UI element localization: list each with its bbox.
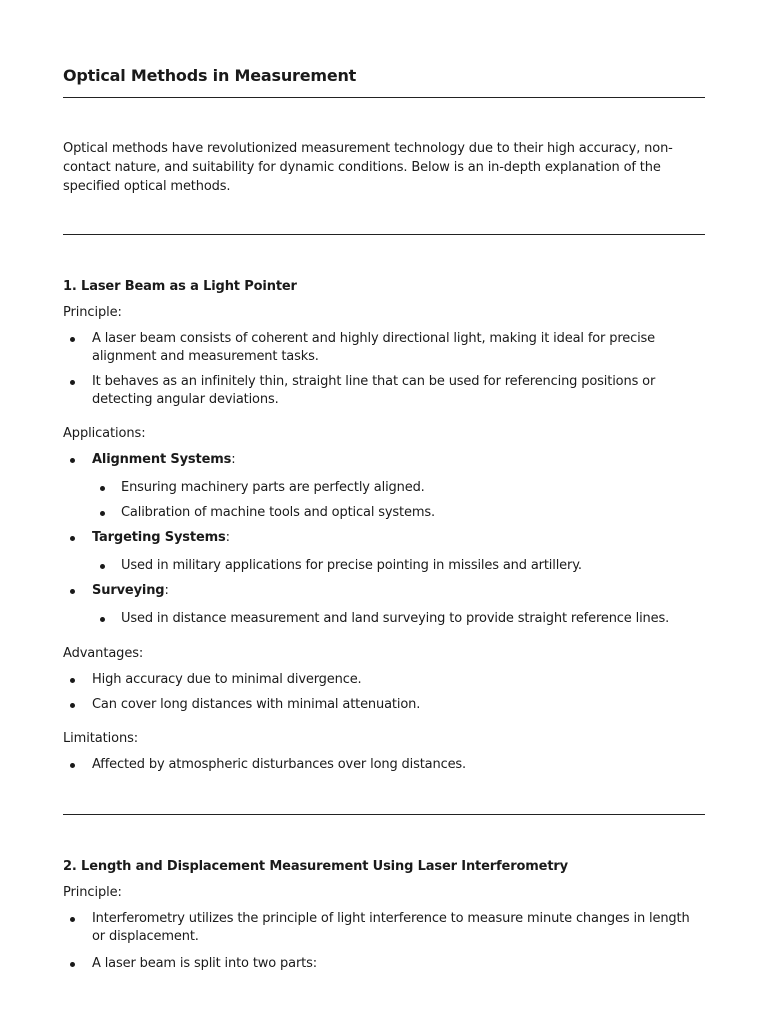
bullet-icon — [100, 511, 105, 516]
sub-list-item: Ensuring machinery parts are perfectly aligned. — [63, 479, 705, 497]
bullet-icon — [100, 617, 105, 622]
list-item: Interferometry utilizes the principle of light interference to measure minute changes in length or displacement. — [63, 910, 705, 946]
principle-label: Principle: — [63, 885, 122, 900]
divider — [63, 814, 705, 815]
advantages-label: Advantages: — [63, 646, 144, 661]
bullet-icon — [70, 763, 75, 768]
bullet-icon — [70, 458, 75, 463]
applications-label: Applications: — [63, 426, 146, 441]
list-item: Targeting Systems: — [63, 529, 705, 547]
bullet-icon — [70, 536, 75, 541]
bullet-icon — [70, 380, 75, 385]
section-heading: 2. Length and Displacement Measurement Using Laser Interferometry — [63, 859, 568, 874]
list-item: Can cover long distances with minimal attenuation. — [63, 696, 705, 714]
bullet-icon — [70, 962, 75, 967]
list-item: Surveying: — [63, 582, 705, 600]
bullet-icon — [70, 678, 75, 683]
sub-list-item: Used in distance measurement and land surveying to provide straight reference lines. — [63, 610, 705, 628]
bullet-icon — [70, 337, 75, 342]
section-heading: 1. Laser Beam as a Light Pointer — [63, 279, 297, 294]
limitations-label: Limitations: — [63, 731, 139, 746]
list-item: Affected by atmospheric disturbances over long distances. — [63, 756, 705, 774]
principle-label: Principle: — [63, 305, 122, 320]
list-item: A laser beam is split into two parts: — [63, 955, 705, 973]
divider — [63, 97, 705, 98]
sub-list-item: Used in military applications for precise pointing in missiles and artillery. — [63, 557, 705, 575]
list-item: Alignment Systems: — [63, 451, 705, 469]
list-item: A laser beam consists of coherent and highly directional light, making it ideal for precise alignment and measurement tasks. — [63, 330, 705, 366]
list-item: High accuracy due to minimal divergence. — [63, 671, 705, 689]
sub-list-item: Calibration of machine tools and optical systems. — [63, 504, 705, 522]
intro-paragraph: Optical methods have revolutionized measurement technology due to their high accuracy, non-contact nature, and suitability for dynamic conditions. Below is an in-depth explanation of the specified optical methods. — [63, 141, 673, 194]
bullet-icon — [100, 486, 105, 491]
divider — [63, 234, 705, 235]
bullet-icon — [70, 589, 75, 594]
page-title: Optical Methods in Measurement — [63, 66, 357, 85]
bullet-icon — [70, 917, 75, 922]
bullet-icon — [70, 703, 75, 708]
list-item: It behaves as an infinitely thin, straight line that can be used for referencing positions or detecting angular deviations. — [63, 373, 705, 409]
bullet-icon — [100, 564, 105, 569]
